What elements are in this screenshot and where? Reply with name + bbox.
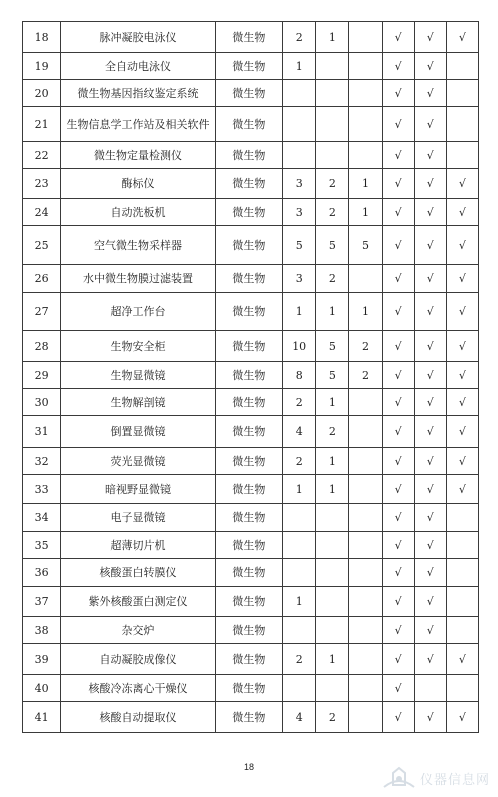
cell-quantity-2: 2 bbox=[316, 416, 349, 448]
cell-equipment-name: 倒置显微镜 bbox=[61, 416, 215, 448]
cell-quantity-3: 1 bbox=[349, 199, 382, 226]
cell-equipment-name: 自动凝胶成像仪 bbox=[61, 644, 215, 675]
cell-row-number: 40 bbox=[23, 675, 61, 702]
cell-row-number: 18 bbox=[23, 22, 61, 53]
cell-check-1: √ bbox=[382, 617, 414, 644]
table-row bbox=[23, 22, 479, 53]
cell-quantity-3 bbox=[349, 448, 382, 475]
cell-check-2: √ bbox=[414, 107, 446, 142]
cell-check-2: √ bbox=[414, 389, 446, 416]
cell-check-1: √ bbox=[382, 559, 414, 587]
cell-check-1: √ bbox=[382, 199, 414, 226]
cell-check-3: √ bbox=[446, 331, 478, 362]
table-row bbox=[23, 504, 479, 532]
cell-category: 微生物 bbox=[215, 362, 282, 389]
cell-equipment-name: 生物显微镜 bbox=[61, 362, 215, 389]
cell-row-number: 22 bbox=[23, 142, 61, 169]
cell-row-number: 29 bbox=[23, 362, 61, 389]
cell-equipment-name: 微生物定量检测仪 bbox=[61, 142, 215, 169]
cell-row-number: 31 bbox=[23, 416, 61, 448]
table-row bbox=[23, 475, 479, 504]
cell-check-1: √ bbox=[382, 331, 414, 362]
cell-quantity-3 bbox=[349, 475, 382, 504]
cell-check-3 bbox=[446, 675, 478, 702]
cell-category: 微生物 bbox=[215, 80, 282, 107]
cell-quantity-3 bbox=[349, 416, 382, 448]
cell-category: 微生物 bbox=[215, 389, 282, 416]
cell-category: 微生物 bbox=[215, 22, 282, 53]
cell-category: 微生物 bbox=[215, 53, 282, 80]
cell-quantity-1 bbox=[283, 107, 316, 142]
cell-check-1: √ bbox=[382, 80, 414, 107]
cell-check-3: √ bbox=[446, 226, 478, 265]
table-row bbox=[23, 587, 479, 617]
cell-equipment-name: 生物信息学工作站及相关软件 bbox=[61, 107, 215, 142]
cell-quantity-3: 1 bbox=[349, 293, 382, 331]
cell-check-3: √ bbox=[446, 702, 478, 733]
cell-check-2: √ bbox=[414, 448, 446, 475]
cell-quantity-3 bbox=[349, 389, 382, 416]
cell-quantity-3 bbox=[349, 80, 382, 107]
table-row bbox=[23, 416, 479, 448]
cell-equipment-name: 脉冲凝胶电泳仪 bbox=[61, 22, 215, 53]
cell-check-2: √ bbox=[414, 331, 446, 362]
cell-check-2: √ bbox=[414, 199, 446, 226]
cell-quantity-1 bbox=[283, 559, 316, 587]
cell-row-number: 34 bbox=[23, 504, 61, 532]
cell-quantity-2: 1 bbox=[316, 644, 349, 675]
table-row bbox=[23, 199, 479, 226]
cell-check-3: √ bbox=[446, 199, 478, 226]
page-number: 18 bbox=[243, 762, 254, 772]
cell-equipment-name: 杂交炉 bbox=[61, 617, 215, 644]
cell-check-3: √ bbox=[446, 265, 478, 293]
table-row bbox=[23, 644, 479, 675]
cell-check-2: √ bbox=[414, 475, 446, 504]
cell-equipment-name: 电子显微镜 bbox=[61, 504, 215, 532]
cell-quantity-2: 5 bbox=[316, 226, 349, 265]
cell-quantity-1: 4 bbox=[283, 416, 316, 448]
cell-equipment-name: 全自动电泳仪 bbox=[61, 53, 215, 80]
cell-quantity-1: 3 bbox=[283, 199, 316, 226]
cell-category: 微生物 bbox=[215, 644, 282, 675]
table-row bbox=[23, 617, 479, 644]
cell-equipment-name: 核酸自动提取仪 bbox=[61, 702, 215, 733]
cell-row-number: 41 bbox=[23, 702, 61, 733]
cell-quantity-2: 1 bbox=[316, 22, 349, 53]
cell-check-3: √ bbox=[446, 475, 478, 504]
cell-check-1: √ bbox=[382, 169, 414, 199]
cell-quantity-1 bbox=[283, 617, 316, 644]
cell-check-1: √ bbox=[382, 675, 414, 702]
cell-check-3: √ bbox=[446, 293, 478, 331]
cell-quantity-1: 8 bbox=[283, 362, 316, 389]
cell-quantity-3 bbox=[349, 675, 382, 702]
table-row bbox=[23, 702, 479, 733]
table-row bbox=[23, 389, 479, 416]
cell-equipment-name: 暗视野显微镜 bbox=[61, 475, 215, 504]
cell-quantity-1: 3 bbox=[283, 265, 316, 293]
cell-category: 微生物 bbox=[215, 587, 282, 617]
cell-quantity-3: 2 bbox=[349, 362, 382, 389]
cell-quantity-2: 2 bbox=[316, 169, 349, 199]
cell-quantity-1: 1 bbox=[283, 475, 316, 504]
cell-quantity-2: 2 bbox=[316, 702, 349, 733]
cell-row-number: 27 bbox=[23, 293, 61, 331]
table-row bbox=[23, 448, 479, 475]
cell-row-number: 28 bbox=[23, 331, 61, 362]
cell-category: 微生物 bbox=[215, 559, 282, 587]
cell-quantity-3: 5 bbox=[349, 226, 382, 265]
cell-category: 微生物 bbox=[215, 675, 282, 702]
cell-check-3 bbox=[446, 142, 478, 169]
cell-category: 微生物 bbox=[215, 142, 282, 169]
equipment-table-body bbox=[23, 22, 479, 733]
cell-check-1: √ bbox=[382, 362, 414, 389]
cell-row-number: 25 bbox=[23, 226, 61, 265]
cell-check-3 bbox=[446, 617, 478, 644]
cell-check-1: √ bbox=[382, 265, 414, 293]
cell-check-1: √ bbox=[382, 702, 414, 733]
cell-check-1: √ bbox=[382, 448, 414, 475]
cell-quantity-2: 1 bbox=[316, 475, 349, 504]
cell-category: 微生物 bbox=[215, 617, 282, 644]
cell-category: 微生物 bbox=[215, 448, 282, 475]
cell-quantity-1: 2 bbox=[283, 22, 316, 53]
cell-check-3 bbox=[446, 80, 478, 107]
cell-equipment-name: 水中微生物膜过滤装置 bbox=[61, 265, 215, 293]
cell-check-1: √ bbox=[382, 587, 414, 617]
cell-category: 微生物 bbox=[215, 504, 282, 532]
cell-category: 微生物 bbox=[215, 169, 282, 199]
cell-check-3 bbox=[446, 587, 478, 617]
cell-check-2: √ bbox=[414, 504, 446, 532]
cell-quantity-2 bbox=[316, 617, 349, 644]
cell-quantity-1 bbox=[283, 675, 316, 702]
cell-check-3 bbox=[446, 107, 478, 142]
cell-equipment-name: 核酸蛋白转膜仪 bbox=[61, 559, 215, 587]
cell-check-1: √ bbox=[382, 644, 414, 675]
cell-check-1: √ bbox=[382, 389, 414, 416]
cell-quantity-1: 1 bbox=[283, 587, 316, 617]
cell-check-2: √ bbox=[414, 22, 446, 53]
cell-check-2: √ bbox=[414, 587, 446, 617]
cell-check-1: √ bbox=[382, 475, 414, 504]
table-row bbox=[23, 80, 479, 107]
cell-check-2: √ bbox=[414, 53, 446, 80]
cell-check-3 bbox=[446, 504, 478, 532]
cell-quantity-2 bbox=[316, 142, 349, 169]
cell-check-2: √ bbox=[414, 532, 446, 559]
cell-quantity-1: 2 bbox=[283, 644, 316, 675]
cell-check-1: √ bbox=[382, 22, 414, 53]
instrument-network-logo-icon bbox=[382, 765, 416, 791]
cell-quantity-1: 10 bbox=[283, 331, 316, 362]
cell-check-2: √ bbox=[414, 416, 446, 448]
cell-quantity-2: 1 bbox=[316, 389, 349, 416]
cell-equipment-name: 酶标仪 bbox=[61, 169, 215, 199]
table-row bbox=[23, 107, 479, 142]
cell-check-1: √ bbox=[382, 53, 414, 80]
cell-equipment-name: 生物解剖镜 bbox=[61, 389, 215, 416]
cell-quantity-3 bbox=[349, 532, 382, 559]
cell-check-2: √ bbox=[414, 702, 446, 733]
cell-check-2: √ bbox=[414, 142, 446, 169]
cell-check-2: √ bbox=[414, 293, 446, 331]
table-row bbox=[23, 169, 479, 199]
cell-quantity-2: 1 bbox=[316, 448, 349, 475]
cell-check-1: √ bbox=[382, 532, 414, 559]
watermark-text: 仪器信息网 bbox=[419, 772, 490, 788]
cell-equipment-name: 微生物基因指纹鉴定系统 bbox=[61, 80, 215, 107]
cell-check-2: √ bbox=[414, 265, 446, 293]
cell-quantity-1: 2 bbox=[283, 448, 316, 475]
cell-quantity-2 bbox=[316, 504, 349, 532]
cell-quantity-2 bbox=[316, 80, 349, 107]
cell-quantity-3 bbox=[349, 107, 382, 142]
cell-check-3 bbox=[446, 53, 478, 80]
cell-category: 微生物 bbox=[215, 702, 282, 733]
cell-quantity-2: 2 bbox=[316, 265, 349, 293]
table-row bbox=[23, 53, 479, 80]
cell-row-number: 21 bbox=[23, 107, 61, 142]
cell-category: 微生物 bbox=[215, 265, 282, 293]
cell-equipment-name: 核酸冷冻离心干燥仪 bbox=[61, 675, 215, 702]
cell-row-number: 23 bbox=[23, 169, 61, 199]
table-row bbox=[23, 532, 479, 559]
table-row bbox=[23, 293, 479, 331]
cell-check-1: √ bbox=[382, 293, 414, 331]
cell-row-number: 20 bbox=[23, 80, 61, 107]
cell-row-number: 32 bbox=[23, 448, 61, 475]
cell-check-2: √ bbox=[414, 362, 446, 389]
table-row bbox=[23, 331, 479, 362]
cell-equipment-name: 超净工作台 bbox=[61, 293, 215, 331]
cell-quantity-2: 5 bbox=[316, 331, 349, 362]
cell-check-3: √ bbox=[446, 644, 478, 675]
table-row bbox=[23, 362, 479, 389]
cell-quantity-2 bbox=[316, 107, 349, 142]
cell-quantity-2: 1 bbox=[316, 293, 349, 331]
table-row bbox=[23, 226, 479, 265]
cell-check-3: √ bbox=[446, 416, 478, 448]
cell-row-number: 33 bbox=[23, 475, 61, 504]
cell-equipment-name: 紫外核酸蛋白测定仪 bbox=[61, 587, 215, 617]
cell-quantity-3 bbox=[349, 142, 382, 169]
cell-quantity-1 bbox=[283, 80, 316, 107]
cell-check-2: √ bbox=[414, 617, 446, 644]
cell-row-number: 30 bbox=[23, 389, 61, 416]
cell-category: 微生物 bbox=[215, 331, 282, 362]
cell-quantity-3 bbox=[349, 504, 382, 532]
cell-quantity-1 bbox=[283, 142, 316, 169]
equipment-table bbox=[22, 21, 479, 733]
cell-equipment-name: 超薄切片机 bbox=[61, 532, 215, 559]
cell-category: 微生物 bbox=[215, 226, 282, 265]
cell-check-3 bbox=[446, 532, 478, 559]
cell-check-3 bbox=[446, 559, 478, 587]
cell-quantity-3 bbox=[349, 644, 382, 675]
cell-quantity-3 bbox=[349, 53, 382, 80]
cell-quantity-1 bbox=[283, 532, 316, 559]
cell-quantity-3 bbox=[349, 587, 382, 617]
cell-check-1: √ bbox=[382, 504, 414, 532]
cell-quantity-1: 1 bbox=[283, 53, 316, 80]
cell-quantity-2 bbox=[316, 532, 349, 559]
table-row bbox=[23, 559, 479, 587]
cell-equipment-name: 荧光显微镜 bbox=[61, 448, 215, 475]
cell-category: 微生物 bbox=[215, 199, 282, 226]
table-row bbox=[23, 265, 479, 293]
cell-check-3: √ bbox=[446, 448, 478, 475]
cell-row-number: 36 bbox=[23, 559, 61, 587]
cell-check-1: √ bbox=[382, 226, 414, 265]
cell-check-2: √ bbox=[414, 559, 446, 587]
cell-quantity-1: 4 bbox=[283, 702, 316, 733]
cell-check-1: √ bbox=[382, 142, 414, 169]
cell-quantity-2 bbox=[316, 675, 349, 702]
cell-check-3: √ bbox=[446, 169, 478, 199]
cell-check-2: √ bbox=[414, 80, 446, 107]
cell-category: 微生物 bbox=[215, 475, 282, 504]
cell-row-number: 26 bbox=[23, 265, 61, 293]
watermark bbox=[382, 765, 490, 791]
cell-quantity-1 bbox=[283, 504, 316, 532]
cell-quantity-3 bbox=[349, 617, 382, 644]
cell-quantity-1: 3 bbox=[283, 169, 316, 199]
cell-quantity-3 bbox=[349, 22, 382, 53]
cell-check-1: √ bbox=[382, 416, 414, 448]
cell-category: 微生物 bbox=[215, 107, 282, 142]
cell-row-number: 37 bbox=[23, 587, 61, 617]
cell-check-2 bbox=[414, 675, 446, 702]
cell-quantity-3 bbox=[349, 702, 382, 733]
cell-quantity-1: 1 bbox=[283, 293, 316, 331]
cell-row-number: 38 bbox=[23, 617, 61, 644]
cell-quantity-1: 2 bbox=[283, 389, 316, 416]
cell-quantity-3 bbox=[349, 265, 382, 293]
cell-quantity-3: 2 bbox=[349, 331, 382, 362]
cell-quantity-2 bbox=[316, 587, 349, 617]
cell-check-2: √ bbox=[414, 169, 446, 199]
cell-equipment-name: 空气微生物采样器 bbox=[61, 226, 215, 265]
cell-category: 微生物 bbox=[215, 532, 282, 559]
cell-check-3: √ bbox=[446, 22, 478, 53]
cell-check-3: √ bbox=[446, 362, 478, 389]
cell-equipment-name: 生物安全柜 bbox=[61, 331, 215, 362]
cell-row-number: 39 bbox=[23, 644, 61, 675]
cell-row-number: 19 bbox=[23, 53, 61, 80]
cell-quantity-3 bbox=[349, 559, 382, 587]
cell-category: 微生物 bbox=[215, 416, 282, 448]
cell-quantity-2: 5 bbox=[316, 362, 349, 389]
cell-quantity-2 bbox=[316, 53, 349, 80]
cell-quantity-2 bbox=[316, 559, 349, 587]
table-row bbox=[23, 142, 479, 169]
cell-check-2: √ bbox=[414, 226, 446, 265]
cell-check-3: √ bbox=[446, 389, 478, 416]
cell-row-number: 35 bbox=[23, 532, 61, 559]
cell-category: 微生物 bbox=[215, 293, 282, 331]
cell-check-1: √ bbox=[382, 107, 414, 142]
table-row bbox=[23, 675, 479, 702]
cell-check-2: √ bbox=[414, 644, 446, 675]
cell-row-number: 24 bbox=[23, 199, 61, 226]
cell-equipment-name: 自动洗板机 bbox=[61, 199, 215, 226]
cell-quantity-1: 5 bbox=[283, 226, 316, 265]
cell-quantity-2: 2 bbox=[316, 199, 349, 226]
cell-quantity-3: 1 bbox=[349, 169, 382, 199]
